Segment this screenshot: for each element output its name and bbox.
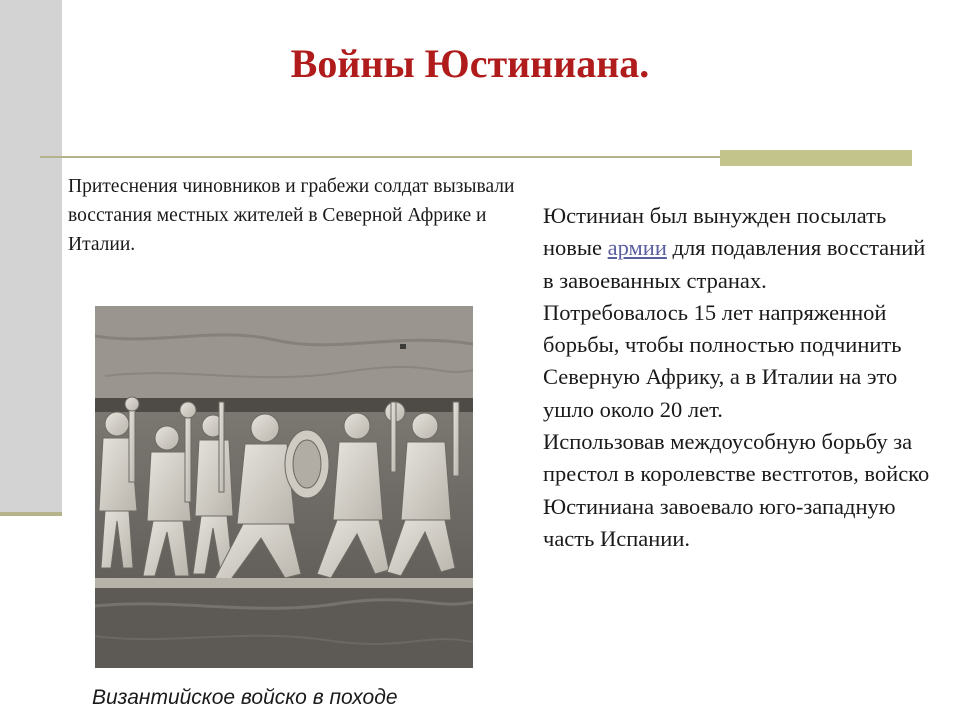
left-sidebar-strip [0,0,62,512]
right-paragraph-line2: Потребовалось 15 лет напряженной борьбы, чтобы полностью подчинить Северную Африку, а в Италии на это ушло около 20 лет. [543,299,902,422]
byzantine-relief-image [95,306,473,668]
right-paragraph-part2: для подавления восстаний в завоеванных странах. [543,235,926,293]
title-divider-accent [720,150,912,166]
slide-title: Войны Юстиниана. [290,41,650,86]
right-paragraph-line3: Использовав междоусобную борьбу за престол в королевстве вестготов, войско Юстиниана завоевало юго-западную часть Испании. [543,429,930,551]
image-caption: Византийское войско в походе [92,686,398,709]
armies-link[interactable]: армии [607,235,667,261]
sidebar-accent-edge [0,512,62,516]
right-paragraph-part1: Юстиниан был вынужден посылать новые [543,203,887,261]
left-paragraph: Притеснения чиновников и грабежи солдат вызывали восстания местных жителей в Северной Африке и Италии. [68,176,515,255]
right-paragraph [543,200,933,555]
